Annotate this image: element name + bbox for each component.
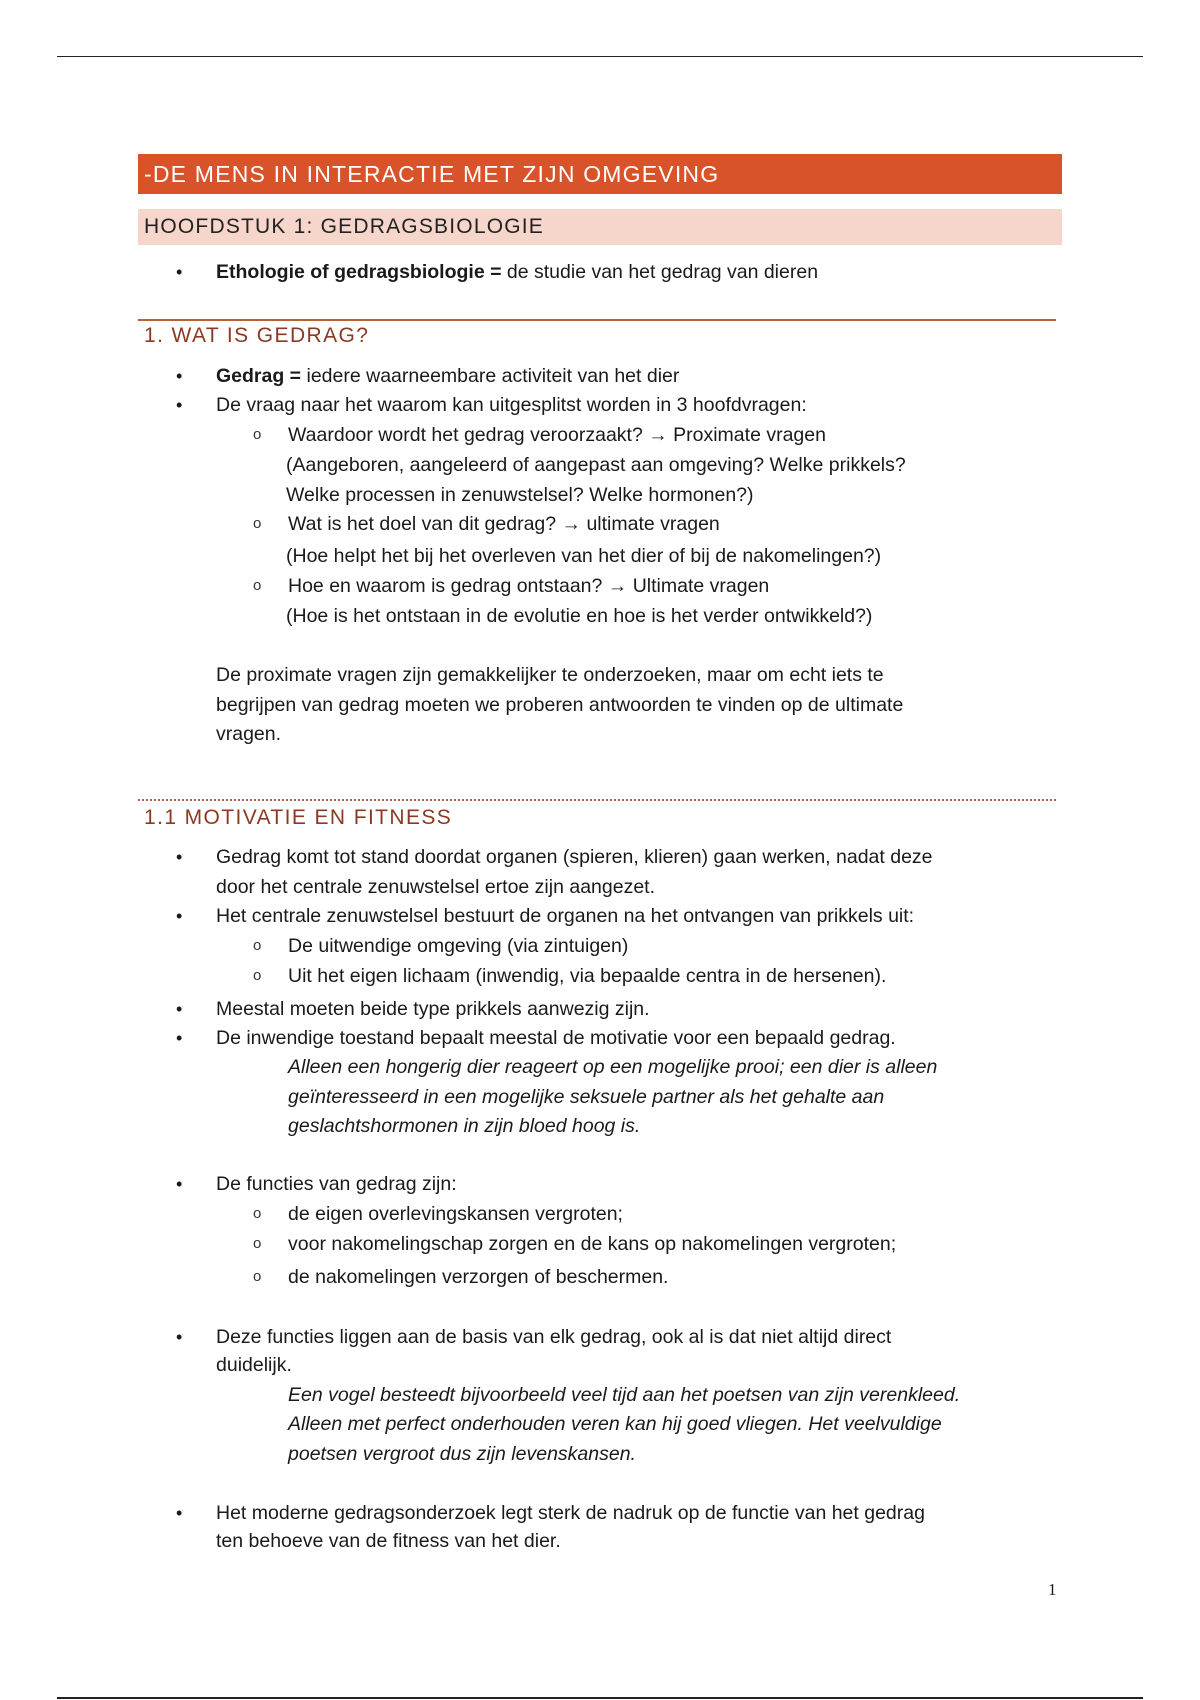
example-text: Alleen met perfect onderhouden veren kan hij goed vliegen. Het veelvuldige	[288, 1413, 942, 1435]
example-text: poetsen vergroot dus zijn levenskansen.	[288, 1443, 636, 1465]
bullet-icon: •	[176, 1503, 183, 1523]
intro-definition	[216, 258, 818, 286]
question-1: Waardoor wordt het gedrag veroorzaakt? → Proximate vragen	[288, 424, 826, 446]
question-1-detail-2: Welke processen in zenuwstelsel? Welke hormonen?)	[286, 484, 754, 506]
sub-bullet-text: de eigen overlevingskansen vergroten;	[288, 1203, 623, 1225]
circle-bullet-icon: o	[253, 1268, 262, 1285]
bullet-text: De inwendige toestand bepaalt meestal de motivatie voor een bepaald gedrag.	[216, 1027, 896, 1049]
bullet-text: duidelijk.	[216, 1354, 292, 1376]
gedrag-definition	[216, 362, 679, 390]
document-title: -DE MENS IN INTERACTIE MET ZIJN OMGEVING	[138, 154, 1062, 194]
circle-bullet-icon: o	[253, 515, 262, 532]
term-gedrag: Gedrag =	[216, 365, 302, 387]
circle-bullet-icon: o	[253, 1235, 262, 1252]
circle-bullet-icon: o	[253, 937, 262, 954]
example-text: Alleen een hongerig dier reageert op een mogelijke prooi; een dier is alleen	[288, 1056, 938, 1078]
bullet-icon: •	[176, 262, 183, 282]
section-heading-1-1: 1.1 MOTIVATIE EN FITNESS	[144, 806, 453, 829]
question-2-detail: (Hoe helpt het bij het overleven van het dier of bij de nakomelingen?)	[286, 545, 882, 567]
sub-bullet-text: voor nakomelingschap zorgen en de kans op nakomelingen vergroten;	[288, 1233, 897, 1255]
bullet-icon: •	[176, 906, 183, 926]
question-1-detail-1: (Aangeboren, aangeleerd of aangepast aan omgeving? Welke prikkels?	[286, 454, 906, 476]
bullet-text: Het moderne gedragsonderzoek legt sterk de nadruk op de functie van het gedrag	[216, 1502, 925, 1524]
bullet-icon: •	[176, 1174, 183, 1194]
sub-bullet-text: De uitwendige omgeving (via zintuigen)	[288, 935, 629, 957]
example-text: geïnteresseerd in een mogelijke seksuele partner als het gehalte aan	[288, 1086, 885, 1108]
bullet-icon: •	[176, 366, 183, 386]
page-number: 1	[1048, 1580, 1057, 1599]
bullet-icon: •	[176, 395, 183, 415]
bullet-text: Gedrag komt tot stand doordat organen (spieren, klieren) gaan werken, nadat deze	[216, 846, 933, 868]
bullet-text: Het centrale zenuwstelsel bestuurt de organen na het ontvangen van prikkels uit:	[216, 905, 915, 927]
definition-ethologie: de studie van het gedrag van dieren	[501, 261, 819, 283]
section-divider	[138, 319, 1056, 321]
paragraph-line: begrijpen van gedrag moeten we proberen antwoorden te vinden op de ultimate	[216, 694, 904, 716]
term-ethologie: Ethologie of gedragsbiologie =	[216, 261, 502, 283]
bullet-icon: •	[176, 1327, 183, 1347]
sub-bullet-text: Uit het eigen lichaam (inwendig, via bepaalde centra in de hersenen).	[288, 965, 887, 987]
paragraph-line: De proximate vragen zijn gemakkelijker te onderzoeken, maar om echt iets te	[216, 664, 884, 686]
chapter-heading: HOOFDSTUK 1: GEDRAGSBIOLOGIE	[138, 209, 1062, 245]
example-text: geslachtshormonen in zijn bloed hoog is.	[288, 1115, 641, 1137]
section-heading-1: 1. WAT IS GEDRAG?	[144, 324, 370, 347]
header-rule	[57, 56, 1143, 57]
bullet-text: door het centrale zenuwstelsel ertoe zijn aangezet.	[216, 876, 656, 898]
bullet-text: De functies van gedrag zijn:	[216, 1173, 457, 1195]
bullet-text: Deze functies liggen aan de basis van elk gedrag, ook al is dat niet altijd direct	[216, 1326, 892, 1348]
circle-bullet-icon: o	[253, 577, 262, 594]
bullet-icon: •	[176, 999, 183, 1019]
bullet-text: Meestal moeten beide type prikkels aanwezig zijn.	[216, 998, 650, 1020]
question-3: Hoe en waarom is gedrag ontstaan? → Ultimate vragen	[288, 575, 770, 597]
footer-rule	[57, 1697, 1143, 1699]
definition-gedrag: iedere waarneembare activiteit van het dier	[301, 365, 680, 387]
circle-bullet-icon: o	[253, 426, 262, 443]
bullet-text: ten behoeve van de fitness van het dier.	[216, 1530, 561, 1552]
sub-bullet-text: de nakomelingen verzorgen of beschermen.	[288, 1266, 669, 1288]
bullet-icon: •	[176, 847, 183, 867]
example-text: Een vogel besteedt bijvoorbeeld veel tijd aan het poetsen van zijn verenkleed.	[288, 1384, 961, 1406]
question-intro: De vraag naar het waarom kan uitgesplitst worden in 3 hoofdvragen:	[216, 394, 807, 416]
bullet-icon: •	[176, 1028, 183, 1048]
question-2: Wat is het doel van dit gedrag? → ultimate vragen	[288, 513, 720, 535]
question-3-detail: (Hoe is het ontstaan in de evolutie en hoe is het verder ontwikkeld?)	[286, 605, 873, 627]
section-divider-dotted	[138, 799, 1056, 801]
circle-bullet-icon: o	[253, 967, 262, 984]
circle-bullet-icon: o	[253, 1205, 262, 1222]
paragraph-line: vragen.	[216, 723, 282, 745]
